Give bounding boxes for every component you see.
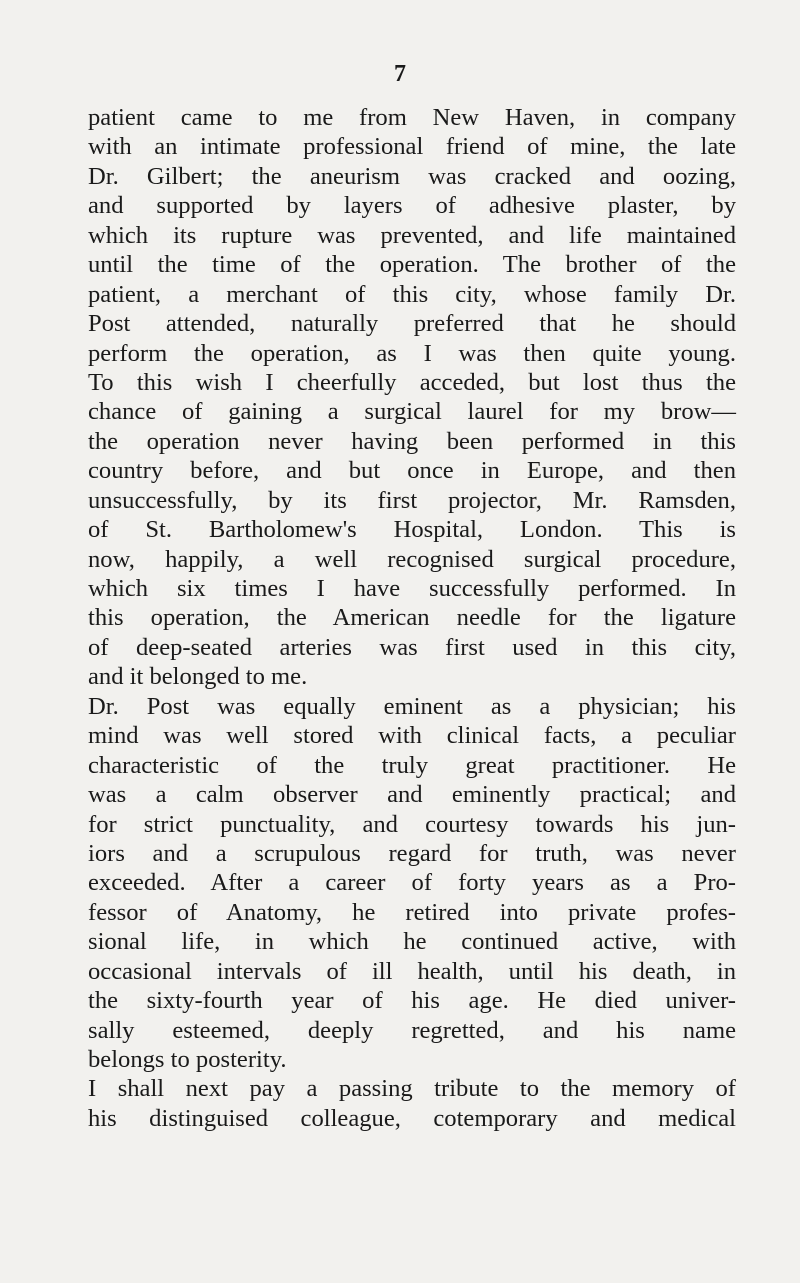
text-line: Post attended, naturally preferred that he should [88, 310, 736, 338]
text-line: country before, and but once in Europe, and then [88, 457, 736, 485]
body-text [88, 103, 736, 1133]
text-line: I shall next pay a passing tribute to the memory of [88, 1075, 736, 1103]
text-line: sally esteemed, deeply regretted, and his name [88, 1016, 736, 1044]
page-number: 7 [394, 61, 406, 87]
text-line: until the time of the operation. The brother of the [88, 251, 736, 279]
text-line: fessor of Anatomy, he retired into private profes- [88, 898, 736, 926]
text-line: iors and a scrupulous regard for truth, was never [88, 839, 736, 867]
text-line: patient came to me from New Haven, in company [88, 104, 736, 131]
text-line: for strict punctuality, and courtesy towards his jun- [88, 810, 736, 838]
text-line: unsuccessfully, by its first projector, Mr. Ramsden, [88, 486, 736, 514]
text-line: Dr. Post was equally eminent as a physician; his [88, 692, 736, 720]
text-line: which its rupture was prevented, and life maintained [88, 221, 736, 249]
text-line: this operation, the American needle for the ligature [88, 604, 736, 632]
text-line: belongs to posterity. [88, 1046, 287, 1073]
text-line: Dr. Gilbert; the aneurism was cracked and oozing, [88, 162, 736, 190]
text-line: occasional intervals of ill health, until his death, in [88, 957, 736, 985]
text-line: perform the operation, as I was then quite young. [88, 339, 736, 367]
text-line: patient, a merchant of this city, whose family Dr. [88, 280, 736, 308]
text-line: was a calm observer and eminently practical; and [88, 781, 736, 809]
text-line: sional life, in which he continued active, with [88, 928, 736, 956]
text-line: exceeded. After a career of forty years as a Pro- [88, 869, 736, 897]
text-line: now, happily, a well recognised surgical procedure, [88, 545, 736, 573]
text-line: of St. Bartholomew's Hospital, London. This is [88, 516, 736, 544]
text-line: mind was well stored with clinical facts, a peculiar [88, 722, 736, 750]
text-line: the sixty-fourth year of his age. He died univer- [88, 987, 736, 1015]
text-line: To this wish I cheerfully acceded, but lost thus the [88, 368, 736, 396]
text-line: of deep-seated arteries was first used in this city, [88, 633, 736, 661]
text-line: his distinguised colleague, cotemporary and medical [88, 1104, 736, 1132]
text-line: chance of gaining a surgical laurel for my brow— [88, 398, 736, 426]
text-line: which six times I have successfully performed. In [88, 575, 736, 602]
text-line: and it belonged to me. [88, 663, 308, 691]
text-line: and supported by layers of adhesive plaster, by [88, 192, 736, 220]
text-line: with an intimate professional friend of mine, the late [88, 133, 736, 161]
text-line: the operation never having been performed in this [88, 427, 736, 455]
text-line: characteristic of the truly great practitioner. He [88, 751, 736, 779]
